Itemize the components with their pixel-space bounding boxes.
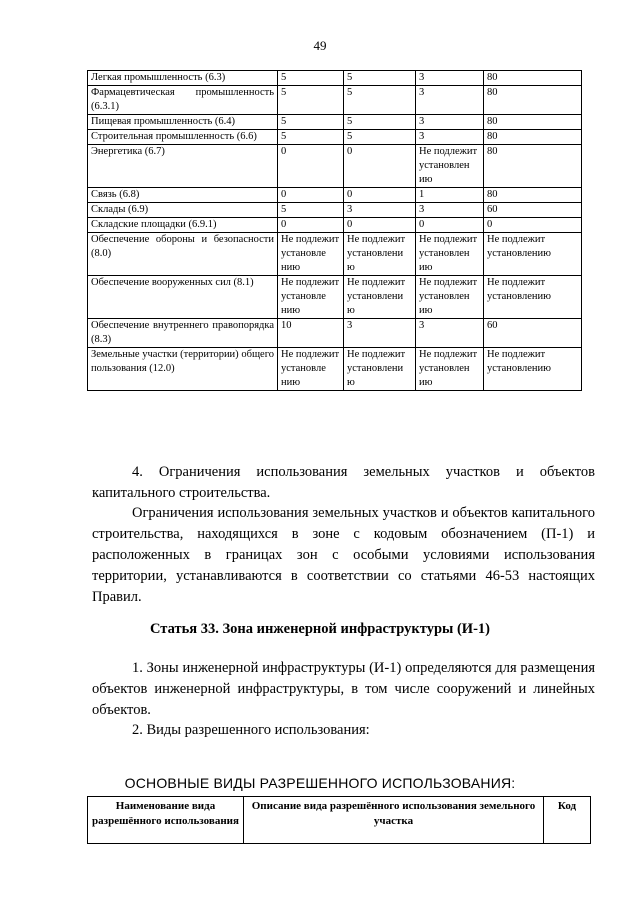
- value-cell: 80: [484, 188, 582, 203]
- value-cell: 0: [344, 218, 416, 233]
- table-row: [88, 130, 582, 145]
- value-cell: Не подлежит установлению: [484, 233, 582, 276]
- header-use-description: Описание вида разрешённого использования земельного участка: [244, 797, 544, 844]
- article-heading: Статья 33. Зона инженерной инфраструктуры (И-1): [150, 621, 490, 637]
- table-row: [88, 233, 582, 276]
- value-cell: 5: [344, 130, 416, 145]
- value-cell: 0: [344, 188, 416, 203]
- use-name-cell: Фармацевтическая промышленность (6.3.1): [88, 86, 278, 115]
- header-use-name: Наименование вида разрешённого использования: [88, 797, 244, 844]
- value-cell: 0: [278, 145, 344, 188]
- value-cell: 60: [484, 203, 582, 218]
- value-cell: 3: [416, 86, 484, 115]
- paragraph-zone-definition: 1. Зоны инженерной инфраструктуры (И-1) определяются для размещения объектов инженерной инфраструктуры, в том числе сооружений и линейных объектов.: [92, 660, 595, 718]
- value-cell: 5: [278, 130, 344, 145]
- value-cell: Не подлежит установлен ию: [416, 145, 484, 188]
- value-cell: 5: [344, 71, 416, 86]
- value-cell: Не подлежит установлен ию: [416, 348, 484, 391]
- value-cell: 3: [416, 319, 484, 348]
- value-cell: 80: [484, 86, 582, 115]
- value-cell: Не подлежит установле нию: [278, 276, 344, 319]
- value-cell: 0: [484, 218, 582, 233]
- value-cell: 80: [484, 71, 582, 86]
- paragraph-permitted-use: 2. Виды разрешенного использования:: [132, 722, 370, 738]
- table-row: [88, 203, 582, 218]
- permitted-uses-header-row: [88, 797, 591, 844]
- limits-table-body: [88, 71, 582, 391]
- table-row: [88, 145, 582, 188]
- value-cell: 80: [484, 115, 582, 130]
- header-use-code: Код: [544, 797, 591, 844]
- table-row: [88, 218, 582, 233]
- value-cell: 3: [416, 130, 484, 145]
- use-name-cell: Обеспечение обороны и безопасности (8.0): [88, 233, 278, 276]
- table-row: [88, 319, 582, 348]
- value-cell: 80: [484, 130, 582, 145]
- page-number: 49: [313, 38, 327, 53]
- value-cell: Не подлежит установлению: [484, 348, 582, 391]
- limits-table: [87, 70, 582, 391]
- value-cell: 3: [416, 71, 484, 86]
- value-cell: 0: [278, 218, 344, 233]
- value-cell: 5: [278, 115, 344, 130]
- table-row: [88, 188, 582, 203]
- use-name-cell: Связь (6.8): [88, 188, 278, 203]
- value-cell: Не подлежит установлени ю: [344, 276, 416, 319]
- use-name-cell: Склады (6.9): [88, 203, 278, 218]
- permitted-uses-table: [87, 796, 591, 844]
- value-cell: 3: [344, 203, 416, 218]
- value-cell: Не подлежит установлению: [484, 276, 582, 319]
- table-row: [88, 348, 582, 391]
- use-name-cell: Энергетика (6.7): [88, 145, 278, 188]
- value-cell: 3: [416, 203, 484, 218]
- value-cell: Не подлежит установлен ию: [416, 276, 484, 319]
- value-cell: 10: [278, 319, 344, 348]
- use-name-cell: Легкая промышленность (6.3): [88, 71, 278, 86]
- value-cell: 5: [344, 86, 416, 115]
- value-cell: 5: [278, 86, 344, 115]
- table-caption: ОСНОВНЫЕ ВИДЫ РАЗРЕШЕННОГО ИСПОЛЬЗОВАНИЯ:: [124, 775, 516, 791]
- value-cell: Не подлежит установлен ию: [416, 233, 484, 276]
- value-cell: Не подлежит установле нию: [278, 233, 344, 276]
- value-cell: Не подлежит установле нию: [278, 348, 344, 391]
- value-cell: 1: [416, 188, 484, 203]
- table-row: [88, 86, 582, 115]
- use-name-cell: Обеспечение вооруженных сил (8.1): [88, 276, 278, 319]
- paragraph-restrictions-body: Ограничения использования земельных участков и объектов капитального строительства, находящихся в зоне с кодовым обозначением (П-1) и расположенных в границах зон с особыми условиями использования территории, устанавливаются в соответствии со статьями 46-53 настоящих Правил.: [92, 505, 595, 605]
- value-cell: 0: [344, 145, 416, 188]
- value-cell: Не подлежит установлени ю: [344, 233, 416, 276]
- use-name-cell: Обеспечение внутреннего правопорядка (8.3): [88, 319, 278, 348]
- use-name-cell: Строительная промышленность (6.6): [88, 130, 278, 145]
- table-row: [88, 71, 582, 86]
- value-cell: 5: [278, 203, 344, 218]
- value-cell: 0: [278, 188, 344, 203]
- value-cell: 60: [484, 319, 582, 348]
- value-cell: Не подлежит установлени ю: [344, 348, 416, 391]
- use-name-cell: Складские площадки (6.9.1): [88, 218, 278, 233]
- table-row: [88, 276, 582, 319]
- value-cell: 3: [416, 115, 484, 130]
- use-name-cell: Земельные участки (территории) общего пользования (12.0): [88, 348, 278, 391]
- value-cell: 0: [416, 218, 484, 233]
- value-cell: 5: [344, 115, 416, 130]
- paragraph-restrictions-heading: 4. Ограничения использования земельных участков и объектов капитального строительства.: [92, 464, 595, 501]
- value-cell: 3: [344, 319, 416, 348]
- value-cell: 5: [278, 71, 344, 86]
- value-cell: 80: [484, 145, 582, 188]
- use-name-cell: Пищевая промышленность (6.4): [88, 115, 278, 130]
- table-row: [88, 115, 582, 130]
